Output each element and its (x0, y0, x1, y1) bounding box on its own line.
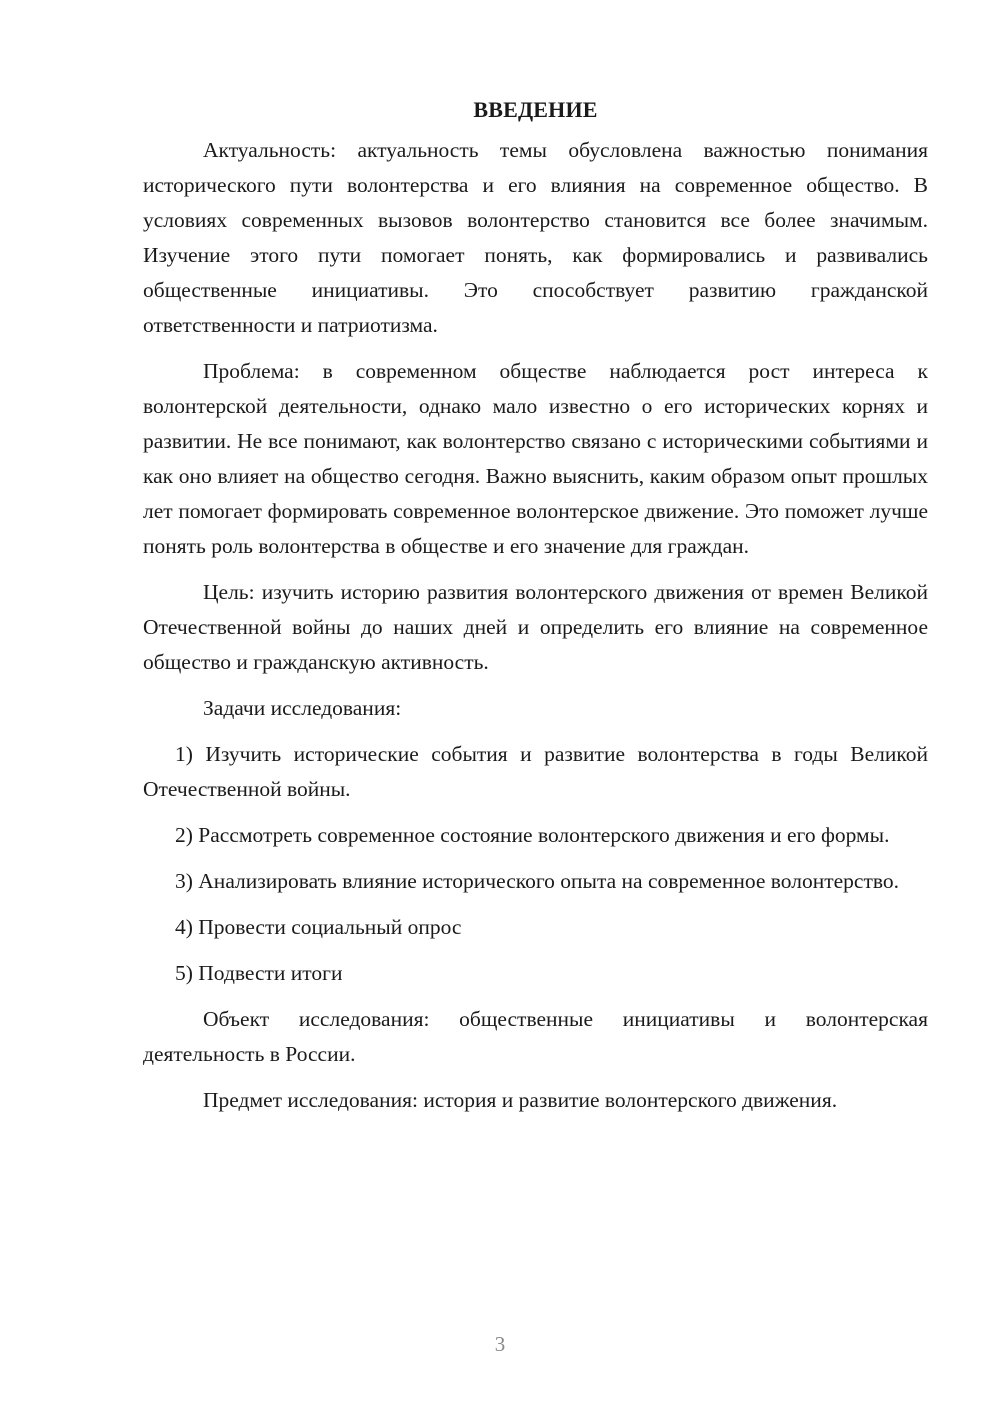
goal-paragraph: Цель: изучить историю развития волонтерского движения от времен Великой Отечественной войны до наших дней и определить его влияние на современное общество и гражданскую активность. (143, 580, 928, 674)
task-item-4: 4) Провести социальный опрос (175, 915, 462, 939)
relevance-paragraph: Актуальность: актуальность темы обусловлена важностью понимания исторического пути волонтерства и его влияния на современное общество. В условиях современных вызовов волонтерство становится все более значимым. Изучение этого пути помогает понять, как формировались и развивались общественные инициативы. Это способствует развитию гражданской ответственности и патриотизма. (143, 138, 928, 337)
task-item-5: 5) Подвести итоги (175, 961, 343, 985)
task-item-3: 3) Анализировать влияние исторического опыта на современное волонтерство. (175, 869, 899, 893)
section-title: ВВЕДЕНИЕ (473, 97, 598, 122)
page-number: 3 (494, 1332, 506, 1356)
document-page (143, 92, 928, 1118)
task-item-2: 2) Рассмотреть современное состояние волонтерского движения и его формы. (175, 823, 890, 847)
problem-paragraph: Проблема: в современном обществе наблюдается рост интереса к волонтерской деятельности, однако мало известно о его исторических корнях и развитии. Не все понимают, как волонтерство связано с историческими событиями и как оно влияет на общество сегодня. Важно выяснить, каким образом опыт прошлых лет помогает формировать современное волонтерское движение. Это поможет лучше понять роль волонтерства в обществе и его значение для граждан. (143, 359, 928, 558)
tasks-heading: Задачи исследования: (203, 696, 402, 720)
subject-paragraph: Предмет исследования: история и развитие волонтерского движения. (203, 1088, 838, 1112)
task-item-1: 1) Изучить исторические события и развитие волонтерства в годы Великой Отечественной войны. (143, 742, 928, 801)
object-paragraph: Объект исследования: общественные инициативы и волонтерская деятельность в России. (143, 1007, 928, 1066)
